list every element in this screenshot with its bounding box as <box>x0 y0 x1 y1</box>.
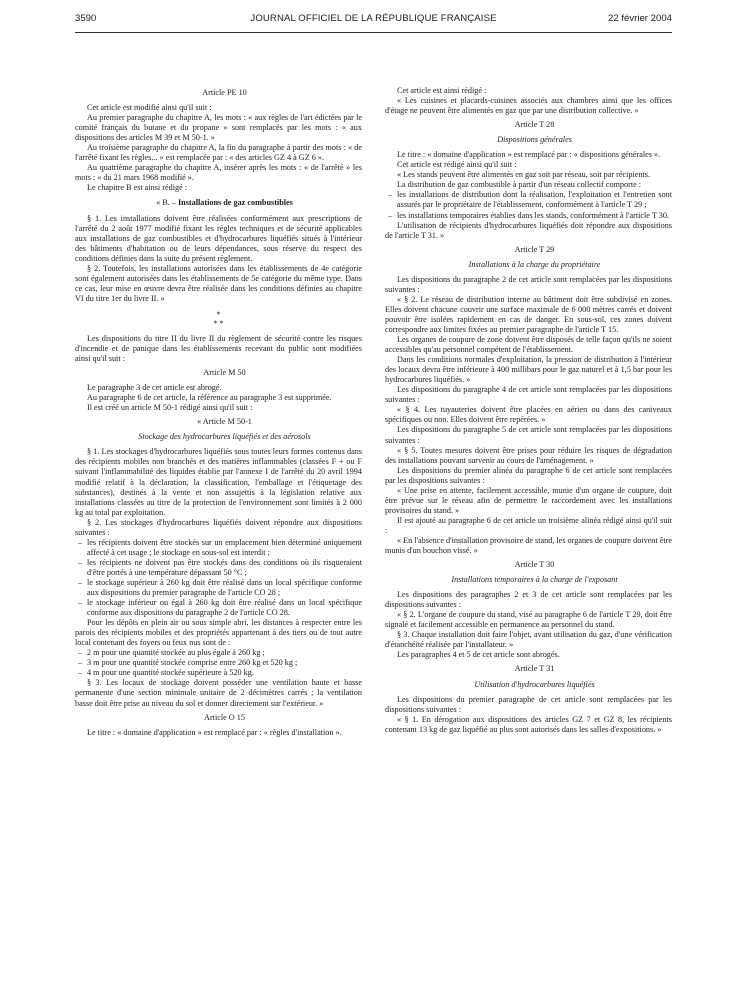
paragraph: Il est ajouté au paragraphe 6 de cet article un troisième alinéa rédigé ainsi qu'il suit : <box>385 515 672 535</box>
paragraph: Cet article est ainsi rédigé : <box>397 86 487 95</box>
header-rule <box>75 32 672 33</box>
article-subtitle: Utilisation d'hydrocarbures liquéfiés <box>474 679 595 689</box>
paragraph: Les dispositions du premier paragraphe de cet article sont remplacées par les dispositions suivantes : <box>385 694 672 714</box>
article-heading: Article T 28 <box>514 120 555 130</box>
article-subtitle: Stockage des hydrocarbures liquéfiés et des aérosols <box>138 432 311 442</box>
article-heading: Article T 29 <box>514 244 555 254</box>
section-separator <box>75 310 362 328</box>
paragraph: Le titre : « domaine d'application » est remplacé par : « dispositions générales ». <box>397 150 661 160</box>
list-item: – le stockage supérieur à 260 kg doit être réalisé dans un local spécifique conforme aux dispositions du premier paragraphe de l'article CO 28 ; <box>75 578 362 598</box>
article-heading: Article O 15 <box>204 712 245 722</box>
article-heading: Article PE 10 <box>202 88 247 97</box>
page-header <box>75 13 672 29</box>
paragraph: « Les cuisines et placards-cuisines associés aux chambres ainsi que les offices d'étage ne peuvent être alimentés en gaz que par une distribution collective. » <box>385 96 672 116</box>
article-heading: « Article M 50-1 <box>197 417 252 427</box>
paragraph: « § 4. Les tuyauteries doivent être placées en aérien ou dans des caniveaux spécifiques ou non. Elles doivent être repérées. » <box>385 405 672 425</box>
paragraph: Les paragraphes 4 et 5 de cet article sont abrogés. <box>397 650 560 660</box>
list-item: – 4 m pour une quantité stockée supérieure à 520 kg. <box>75 668 362 678</box>
paragraph: « § 1. En dérogation aux dispositions des articles GZ 7 et GZ 8, les récipients contenant 13 kg de gaz liquéfié au plus sont autorisés dans les salles d'expositions. » <box>385 714 672 734</box>
list-item: – les récipients doivent être stockés sur un emplacement bien déterminé uniquement affecté à cet usage ; le stockage en sous-sol est interdit ; <box>75 538 362 558</box>
list-item: – les récipients ne doivent pas être stockés dans des conditions où ils risqueraient d'être portés à une température dépassant 50 °C ; <box>75 558 362 578</box>
paragraph: Au troisième paragraphe du chapitre A, la fin du paragraphe à partir des mots : « de l'arrêté fixant les règles... » est remplacée par : « des articles GZ 4 à GZ 6 ». <box>75 143 362 163</box>
paragraph: § 3. Chaque installation doit faire l'objet, avant utilisation du gaz, d'une vérification d'étanchéité réalisée par l'installateur. » <box>385 630 672 650</box>
separator-stars: * * <box>213 318 224 328</box>
list-item: – les installations temporaires établies dans les stands, conformément à l'article T 30. <box>385 211 672 221</box>
list-item: – 2 m pour une quantité stockée au plus égale à 260 kg ; <box>75 648 362 658</box>
paragraph: § 2. Les stockages d'hydrocarbures liquéfiés doivent répondre aux dispositions suivantes : <box>75 517 362 537</box>
paragraph: § 1. Les stockages d'hydrocarbures liquéfiés sous toutes leurs formes contenus dans des récipients mobiles non branchés et des matières inflammables (classées F + ou F suivant l'inflammabilité des liquides établie par l'annexe I de l'arrêté du 20 avril 1994 modifié relatif à la déclaration, la classification, l'emballage et l'étiquetage des substances), destinés à la vente et non assujettis à la législation relative aux installations classées au titre de la protection de l'environnement sont limités à 2 000 kg au total par exploitation. <box>75 447 362 517</box>
paragraph: Le paragraphe 3 de cet article est abrogé. <box>87 383 222 393</box>
paragraph: Le titre : « domaine d'application » est remplacé par : « règles d'installation ». <box>87 727 342 737</box>
paragraph: « En l'absence d'installation provisoire de stand, les organes de coupure doivent être munis d'un bouchon vissé. » <box>385 535 672 556</box>
paragraph: Les organes de coupure de zone doivent être disposés de telle façon qu'ils ne soient accessibles qu'au personnel compétent de l'établissement. <box>385 335 672 355</box>
section-prefix: « B. – <box>156 198 178 208</box>
paragraph: Les dispositions du premier alinéa du paragraphe 6 de cet article sont remplacées par les dispositions suivantes : <box>385 465 672 485</box>
section-title: Installations de gaz combustibles <box>177 198 293 208</box>
paragraph: Cet article est modifié ainsi qu'il suit : <box>87 103 212 113</box>
paragraph: Pour les dépôts en plein air ou sous simple abri, les distances à respecter entre les parois des récipients mobiles et des propriétés appartenant à des tiers ou de tout autre local contenant des foyers ou feux nus sont de : <box>75 618 362 648</box>
issue-date: 22 février 2004 <box>608 13 672 24</box>
paragraph: Les dispositions du paragraphe 2 de cet article sont remplacées par les dispositions suivantes : <box>385 274 672 294</box>
paragraph: L'utilisation de récipients d'hydrocarbures liquéfiés doit répondre aux dispositions de l'article T 31. » <box>385 220 672 240</box>
paragraph: Les dispositions du titre II du livre II du règlement de sécurité contre les risques d'incendie et de panique dans les établissements recevant du public sont modifiées ainsi qu'il suit : <box>75 333 362 364</box>
separator-star: * <box>216 309 221 319</box>
paragraph: Les dispositions du paragraphe 5 de cet article sont remplacées par les dispositions suivantes : <box>385 425 672 445</box>
paragraph: Le chapitre B est ainsi rédigé : <box>87 183 188 193</box>
paragraph: « Une prise en attente, facilement accessible, munie d'un organe de coupure, doit être prévue sur le réseau afin de permettre le raccordement avec les installations provisoires du stand. » <box>385 485 672 515</box>
paragraph: La distribution de gaz combustible à partir d'un réseau collectif comporte : <box>397 180 642 190</box>
article-heading: Article M 50 <box>203 368 246 378</box>
paragraph: « § 2. L'organe de coupure du stand, visé au paragraphe 6 de l'article T 29, doit être signalé et facilement accessible en permanence au personnel du stand. <box>385 610 672 630</box>
paragraph: § 3. Les locaux de stockage doivent posséder une ventilation haute et basse permanente d'une section minimale unitaire de 2 décimètres carrés ; la ventilation basse doit être prise au niveau du sol et donner directement sur l'extérieur. » <box>75 678 362 708</box>
paragraph: Au paragraphe 6 de cet article, la référence au paragraphe 3 est supprimée. <box>87 393 332 403</box>
paragraph: Il est créé un article M 50-1 rédigé ainsi qu'il suit : <box>87 403 253 413</box>
list-item: – les installations de distribution dont la réalisation, l'exploitation et l'entretien sont assurés par le propriétaire de l'établissement, conformément à l'article T 29 ; <box>385 190 672 210</box>
paragraph: « § 5. Toutes mesures doivent être prises pour réduire les risques de dégradation des installations pouvant survenir au cours de l'aménagement. » <box>385 445 672 465</box>
list-item: – le stockage inférieur ou égal à 260 kg doit être réalisé dans un local spécifique conforme aux dispositions du paragraphe 2 de l'article CO 28. <box>75 598 362 618</box>
article-heading: Article T 31 <box>514 664 555 674</box>
left-column <box>75 84 362 738</box>
paragraph: § 2. Toutefois, les installations autorisées dans les établissements de 4e catégorie sont également autorisées dans les établissements de 5e catégorie du même type. Dans ce cas, leur mise en œuvre devra être réalisée dans les conditions définies au chapitre VI du titre 1er du livre II. » <box>75 263 362 303</box>
paragraph: Dans les conditions normales d'exploitation, la pression de distribution à l'intérieur des locaux devra être inférieure à 400 millibars pour le gaz naturel et à 1,5 bar pour les hydrocarbures liquéfiés. » <box>385 355 672 385</box>
paragraph: Au quatrième paragraphe du chapitre A, insérer après les mots : « de l'arrêté » les mots : « du 21 mars 1968 modifié ». <box>75 163 362 183</box>
paragraph: Cet article est rédigé ainsi qu'il suit : <box>397 160 517 170</box>
journal-title: JOURNAL OFFICIEL DE LA RÉPUBLIQUE FRANÇAISE <box>250 13 497 24</box>
paragraph: « Les stands peuvent être alimentés en gaz soit par réseau, soit par récipients. <box>397 170 651 180</box>
article-subtitle: Dispositions générales <box>497 135 572 145</box>
section-heading <box>75 198 362 208</box>
list-item: – 3 m pour une quantité stockée comprise entre 260 kg et 520 kg ; <box>75 658 362 668</box>
page-number: 3590 <box>75 13 97 24</box>
paragraph: Les dispositions du paragraphe 4 de cet article sont remplacées par les dispositions suivantes : <box>385 385 672 405</box>
article-subtitle: Installations temporaires à la charge de l'exposant <box>451 575 618 585</box>
paragraph: Au premier paragraphe du chapitre A, les mots : « aux règles de l'art édictées par le comité français du butane et du propane » sont remplacés par les mots : « aux dispositions des articles M 39 et M 50-1. » <box>75 113 362 143</box>
right-column <box>385 86 672 735</box>
article-heading: Article T 30 <box>514 560 555 570</box>
paragraph: § 1. Les installations doivent être réalisées conformément aux prescriptions de l'arrêté du 2 août 1977 modifié fixant les règles techniques et de sécurité applicables aux installations de gaz combustibles et d'hydrocarbures liquéfiés situés à l'intérieur des bâtiments d'habitation ou de leurs dépendances, sous réserve du respect des conditions définies dans la suite du présent règlement. <box>75 213 362 263</box>
paragraph: Les dispositions des paragraphes 2 et 3 de cet article sont remplacées par les dispositions suivantes : <box>385 590 672 610</box>
paragraph: « § 2. Le réseau de distribution interne au bâtiment doit être subdivisé en zones. Elles doivent chacune couvrir une surface maximale de 6 000 mètres carrés et doivent pouvoir être isolées rapidement en cas de danger. En sous-sol, ces zones doivent correspondre aux limites fixées au premier paragraphe de l'article T 15. <box>385 294 672 334</box>
article-subtitle: Installations à la charge du propriétaire <box>468 259 601 269</box>
